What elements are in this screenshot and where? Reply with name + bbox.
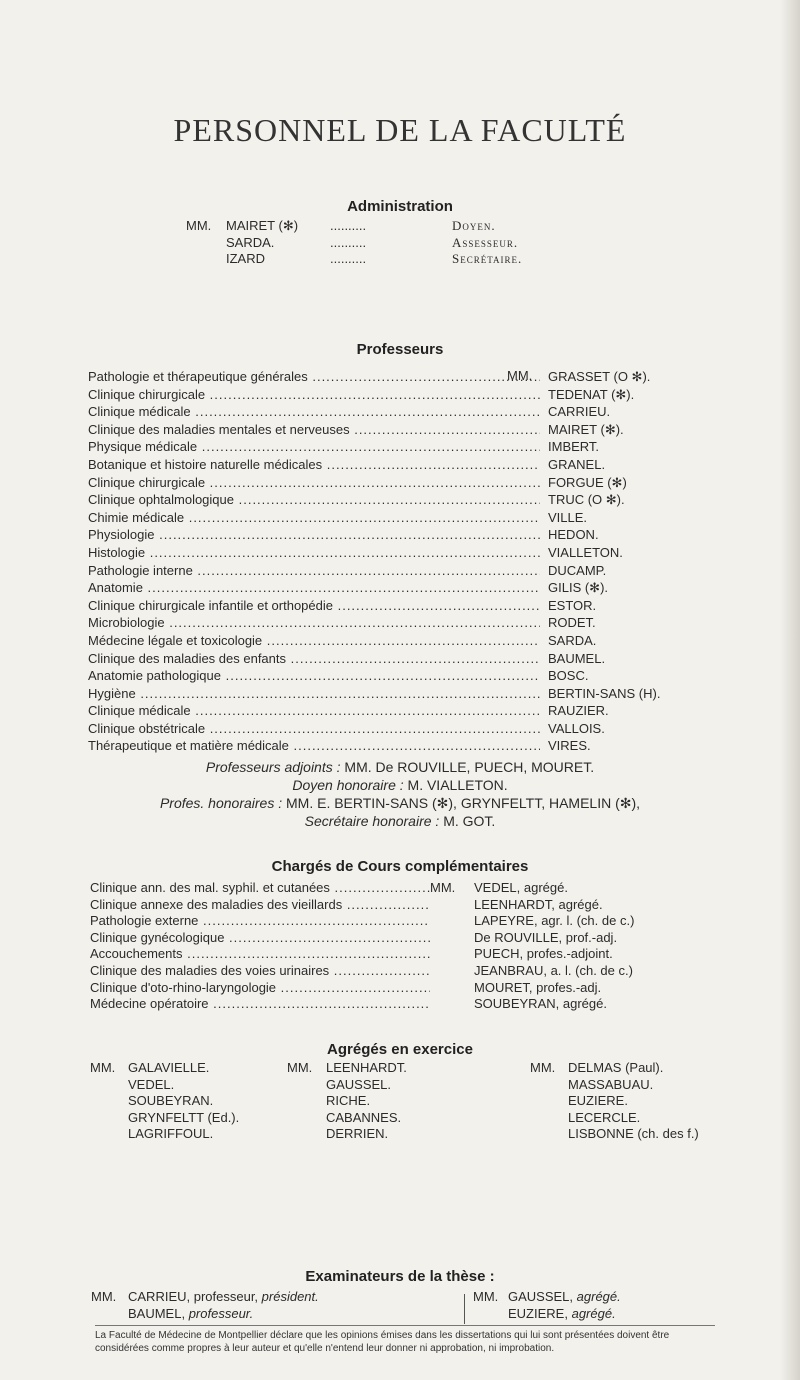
professeur-row bbox=[88, 562, 728, 580]
administration-heading: Administration bbox=[347, 198, 453, 215]
agrege-name: DERRIEN. bbox=[326, 1126, 389, 1142]
administration-leader-dots: .......... bbox=[330, 218, 367, 233]
professeur-chair-text: Physiologie bbox=[88, 527, 155, 543]
examinateurs-divider bbox=[464, 1294, 465, 1324]
professeur-row bbox=[88, 720, 728, 738]
agrege-name: EUZIERE. bbox=[568, 1093, 628, 1109]
charge-row bbox=[90, 963, 730, 980]
professeur-chair bbox=[88, 438, 540, 456]
professeur-name: DUCAMP. bbox=[548, 562, 607, 578]
professeur-chair bbox=[88, 685, 540, 703]
charge-name: JEANBRAU, a. l. (ch. de c.) bbox=[474, 962, 633, 978]
professeur-row bbox=[88, 386, 728, 404]
professeur-row bbox=[88, 456, 728, 474]
examinateur-4-name: EUZIERE, bbox=[508, 1305, 568, 1321]
administration-name: IZARD bbox=[226, 251, 265, 266]
charge-row bbox=[90, 996, 730, 1013]
professeur-row bbox=[88, 650, 728, 668]
charge-course bbox=[90, 963, 430, 980]
administration-role: Doyen. bbox=[452, 218, 496, 233]
charge-name: De ROUVILLE, prof.-adj. bbox=[474, 929, 618, 945]
professeur-chair-text: Histologie bbox=[88, 544, 146, 560]
footnote-rule bbox=[95, 1325, 715, 1326]
professeur-chair-text: Médecine légale et toxicologie bbox=[88, 632, 263, 648]
charge-name: PUECH, profes.-adjoint. bbox=[474, 946, 613, 962]
professeur-row bbox=[88, 403, 728, 421]
professeur-chair bbox=[88, 737, 540, 755]
professeur-name: TEDENAT (✻). bbox=[548, 386, 635, 402]
professeur-name: RODET. bbox=[548, 615, 596, 631]
agreges-col2 bbox=[326, 1060, 407, 1143]
agrege-name: LISBONNE (ch. des f.) bbox=[568, 1126, 699, 1142]
agrege-name: LEENHARDT. bbox=[326, 1060, 407, 1075]
professeur-chair bbox=[88, 509, 540, 527]
doyen-honoraire bbox=[0, 777, 800, 793]
doyen-honoraire-label: Doyen honoraire : bbox=[292, 777, 404, 793]
professeur-name: BOSC. bbox=[548, 668, 589, 684]
professeur-chair-text: Pathologie interne bbox=[88, 562, 193, 578]
professeurs-mm: MM. bbox=[507, 368, 533, 383]
professeur-chair bbox=[88, 632, 540, 650]
agrege-name: VEDEL. bbox=[128, 1076, 175, 1092]
page-title: PERSONNEL DE LA FACULTÉ bbox=[173, 112, 627, 148]
examinateurs-left bbox=[128, 1289, 319, 1322]
professeur-name: BAUMEL. bbox=[548, 650, 606, 666]
footnote: La Faculté de Médecine de Montpellier déclare que les opinions émises dans les dissertations qui lui sont présentées doivent être considérées comme propres à leur auteur et qu'elle n'entend leur donner ni approbation, ni improbation. bbox=[95, 1330, 670, 1354]
charge-course-text: Médecine opératoire bbox=[90, 996, 209, 1012]
professeur-chair-text: Hygiène bbox=[88, 685, 136, 701]
professeurs-honoraires bbox=[0, 795, 800, 812]
professeur-chair bbox=[88, 491, 540, 509]
professeur-chair-text: Physique médicale bbox=[88, 439, 198, 455]
professeur-name: TRUC (O ✻). bbox=[548, 492, 625, 508]
examinateur-4-role: agrégé. bbox=[571, 1305, 616, 1321]
professeur-row bbox=[88, 421, 728, 439]
professeur-chair bbox=[88, 702, 540, 720]
secretaire-honoraire bbox=[0, 813, 800, 829]
professeur-name: GRASSET (O ✻). bbox=[548, 369, 651, 384]
charge-row bbox=[90, 913, 730, 930]
examinateur-1-role: président. bbox=[261, 1289, 319, 1304]
professeur-name: BERTIN-SANS (H). bbox=[548, 685, 661, 701]
administration-leader-dots: .......... bbox=[330, 234, 367, 250]
professeur-chair-text: Anatomie pathologique bbox=[88, 668, 221, 684]
agrege-name: CABANNES. bbox=[326, 1109, 402, 1125]
professeur-chair-text: Clinique médicale bbox=[88, 404, 191, 420]
examinateurs-heading: Examinateurs de la thèse : bbox=[305, 1268, 495, 1285]
charge-name: LEENHARDT, agrégé. bbox=[474, 896, 603, 912]
professeur-name: GRANEL. bbox=[548, 456, 606, 472]
charge-row bbox=[90, 930, 730, 947]
charge-name: VEDEL, agrégé. bbox=[474, 880, 568, 895]
agrege-name: GRYNFELTT (Ed.). bbox=[128, 1109, 240, 1125]
adjoints-names: MM. De ROUVILLE, PUECH, MOURET. bbox=[344, 759, 595, 775]
professeur-row bbox=[88, 544, 728, 562]
professeur-chair-text: Microbiologie bbox=[88, 615, 165, 631]
professeur-chair bbox=[88, 667, 540, 685]
professeur-row bbox=[88, 685, 728, 703]
agrege-name: GAUSSEL. bbox=[326, 1076, 392, 1092]
charge-course bbox=[90, 980, 430, 997]
doyen-honoraire-name: M. VIALLETON. bbox=[407, 777, 508, 793]
administration-name: MAIRET (✻) bbox=[226, 218, 299, 233]
charge-course bbox=[90, 913, 430, 930]
charges-heading: Chargés de Cours complémentaires bbox=[271, 858, 529, 875]
professeur-chair bbox=[88, 456, 540, 474]
professeur-chair bbox=[88, 474, 540, 492]
administration-mm: MM. bbox=[186, 218, 212, 233]
examinateur-4 bbox=[508, 1306, 621, 1323]
administration-name: SARDA. bbox=[226, 234, 275, 250]
agrege-name: DELMAS (Paul). bbox=[568, 1060, 664, 1075]
examinateur-3-role: agrégé. bbox=[576, 1289, 621, 1304]
professeur-row bbox=[88, 526, 728, 544]
agreges-col3-mm: MM. bbox=[530, 1060, 556, 1075]
examinateur-2-name: BAUMEL, bbox=[128, 1305, 186, 1321]
agreges-col1 bbox=[128, 1060, 239, 1143]
agreges-col3 bbox=[568, 1060, 699, 1143]
charge-course bbox=[90, 897, 430, 914]
professeur-name: SARDA. bbox=[548, 632, 597, 648]
agreges-col1-mm: MM. bbox=[90, 1060, 116, 1075]
professeur-chair-text: Clinique des maladies des enfants bbox=[88, 650, 287, 666]
professeur-chair bbox=[88, 386, 540, 404]
charge-row bbox=[90, 880, 730, 897]
charge-name: LAPEYRE, agr. l. (ch. de c.) bbox=[474, 913, 635, 929]
charge-course-text: Clinique d'oto-rhino-laryngologie bbox=[90, 979, 277, 995]
charge-course-text: Clinique gynécologique bbox=[90, 929, 225, 945]
professeur-chair bbox=[88, 597, 540, 615]
agreges-col2-mm: MM. bbox=[287, 1060, 313, 1075]
professeur-name: HEDON. bbox=[548, 527, 599, 543]
professeur-row bbox=[88, 614, 728, 632]
professeur-chair-text: Clinique ophtalmologique bbox=[88, 492, 234, 508]
agrege-name: GALAVIELLE. bbox=[128, 1060, 210, 1075]
professeur-row bbox=[88, 579, 728, 597]
professeur-row bbox=[88, 491, 728, 509]
professeur-chair-text: Clinique chirurgicale infantile et orthopédie bbox=[88, 597, 333, 613]
examinateur-2-role: professeur. bbox=[188, 1305, 254, 1321]
administration-role: Secrétaire. bbox=[452, 251, 523, 266]
professeur-name: RAUZIER. bbox=[548, 703, 609, 719]
charge-course bbox=[90, 996, 430, 1013]
professeur-chair-text: Clinique médicale bbox=[88, 703, 191, 719]
agreges-heading: Agrégés en exercice bbox=[327, 1041, 473, 1058]
charges-list bbox=[90, 880, 730, 1013]
charge-course-text: Accouchements bbox=[90, 946, 183, 962]
administration-role: Assesseur. bbox=[452, 234, 519, 250]
examinateur-3 bbox=[508, 1289, 621, 1306]
professeurs-list bbox=[88, 368, 728, 755]
examinateur-3-name: GAUSSEL, bbox=[508, 1289, 574, 1304]
examinateur-1-name: CARRIEU, professeur, bbox=[128, 1289, 259, 1304]
professeurs-adjoints bbox=[0, 759, 800, 775]
charge-course bbox=[90, 946, 430, 963]
agrege-name: MASSABUAU. bbox=[568, 1076, 654, 1092]
professeur-name: GILIS (✻). bbox=[548, 580, 609, 596]
professeur-row bbox=[88, 474, 728, 492]
professeur-row bbox=[88, 509, 728, 527]
professeur-chair-text: Chimie médicale bbox=[88, 509, 185, 525]
professeur-name: VIALLETON. bbox=[548, 544, 623, 560]
professeur-chair-text: Anatomie bbox=[88, 580, 143, 596]
honoraires-label: Profes. honoraires : bbox=[159, 795, 283, 811]
professeur-row bbox=[88, 438, 728, 456]
charge-row bbox=[90, 946, 730, 963]
professeur-row bbox=[88, 702, 728, 720]
professeur-name: ESTOR. bbox=[548, 597, 597, 613]
examinateurs-right-mm: MM. bbox=[473, 1289, 499, 1304]
examinateurs-right bbox=[508, 1289, 621, 1322]
charge-course bbox=[90, 930, 430, 947]
agrege-name: RICHE. bbox=[326, 1093, 371, 1109]
professeur-name: VIRES. bbox=[548, 738, 591, 754]
professeur-chair-text: Botanique et histoire naturelle médicales bbox=[88, 456, 323, 472]
agrege-name: LECERCLE. bbox=[568, 1109, 641, 1125]
professeur-chair-text: Clinique chirurgicale bbox=[88, 474, 206, 490]
charge-name: SOUBEYRAN, agrégé. bbox=[474, 996, 607, 1012]
professeur-name: VILLE. bbox=[548, 509, 588, 525]
professeur-chair-text: Clinique obstétricale bbox=[88, 720, 206, 736]
professeur-chair-text: Pathologie et thérapeutique générales bbox=[88, 369, 308, 384]
agrege-name: SOUBEYRAN. bbox=[128, 1093, 214, 1109]
examinateur-2 bbox=[128, 1306, 319, 1323]
professeur-chair bbox=[88, 421, 540, 439]
charge-row bbox=[90, 897, 730, 914]
professeur-chair bbox=[88, 579, 540, 597]
professeur-chair bbox=[88, 526, 540, 544]
professeurs-heading: Professeurs bbox=[356, 341, 444, 358]
examinateur-1 bbox=[128, 1289, 319, 1306]
professeur-name: VALLOIS. bbox=[548, 720, 605, 736]
administration-leader-dots: .......... bbox=[330, 251, 367, 266]
professeur-row bbox=[88, 632, 728, 650]
professeur-chair-text: Thérapeutique et matière médicale bbox=[88, 738, 289, 754]
secretaire-honoraire-name: M. GOT. bbox=[443, 813, 496, 829]
professeur-chair bbox=[88, 368, 540, 386]
charge-course-text: Clinique ann. des mal. syphil. et cutanées bbox=[90, 880, 330, 895]
professeur-chair bbox=[88, 403, 540, 421]
charge-course-text: Clinique annexe des maladies des vieillards bbox=[90, 896, 343, 912]
professeur-row bbox=[88, 667, 728, 685]
charge-name: MOURET, profes.-adj. bbox=[474, 979, 602, 995]
charge-course-text: Pathologie externe bbox=[90, 913, 199, 929]
professeur-chair bbox=[88, 720, 540, 738]
professeur-chair bbox=[88, 544, 540, 562]
professeur-name: MAIRET (✻). bbox=[548, 421, 624, 437]
professeur-row bbox=[88, 368, 728, 386]
adjoints-label: Professeurs adjoints : bbox=[205, 759, 341, 775]
professeur-name: CARRIEU. bbox=[548, 404, 611, 420]
charge-row bbox=[90, 980, 730, 997]
examinateurs-left-mm: MM. bbox=[91, 1289, 117, 1304]
professeur-chair bbox=[88, 650, 540, 668]
professeur-chair-text: Clinique des maladies mentales et nerveuses bbox=[88, 421, 350, 437]
professeur-name: FORGUE (✻) bbox=[548, 474, 627, 490]
honoraires-names: MM. E. BERTIN-SANS (✻), GRYNFELTT, HAMELIN (✻), bbox=[286, 795, 641, 811]
charges-mm: MM. bbox=[430, 880, 456, 895]
agrege-name: LAGRIFFOUL. bbox=[128, 1126, 214, 1142]
charge-course bbox=[90, 880, 430, 897]
professeur-row bbox=[88, 737, 728, 755]
secretaire-honoraire-label: Secrétaire honoraire : bbox=[304, 813, 440, 829]
professeur-chair bbox=[88, 614, 540, 632]
professeur-name: IMBERT. bbox=[548, 439, 600, 455]
professeur-chair bbox=[88, 562, 540, 580]
professeur-chair-text: Clinique chirurgicale bbox=[88, 386, 206, 402]
professeur-row bbox=[88, 597, 728, 615]
charge-course-text: Clinique des maladies des voies urinaires bbox=[90, 962, 330, 978]
